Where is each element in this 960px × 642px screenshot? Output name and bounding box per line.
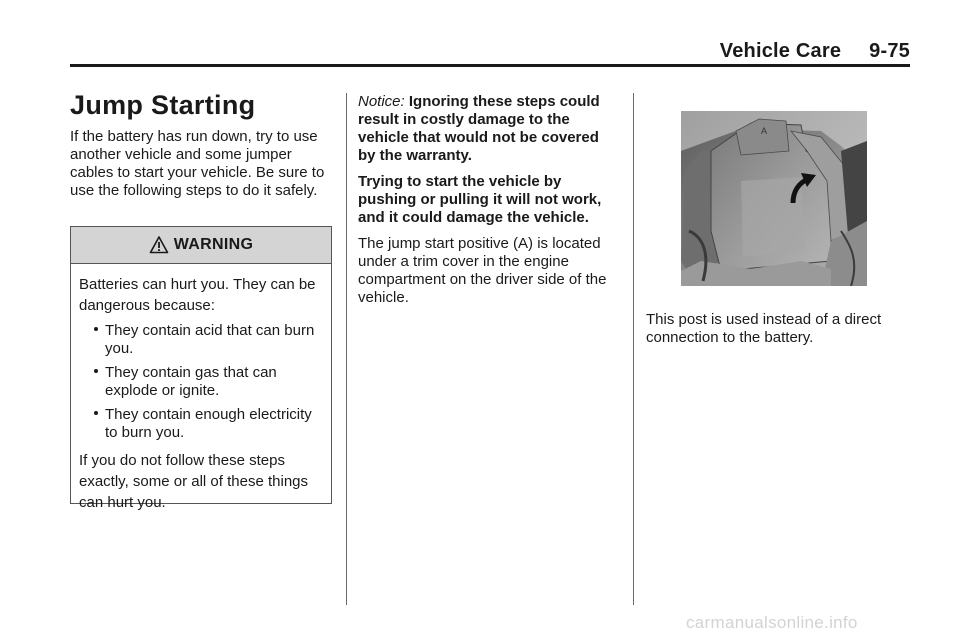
warning-bullet-text: They contain enough electricity to burn you. xyxy=(105,406,312,441)
warning-bullet xyxy=(105,406,321,442)
caption-text: This post is used instead of a direct connection to the battery. xyxy=(646,311,882,346)
bullet-dot xyxy=(94,327,98,331)
warning-bullet-list xyxy=(79,322,321,442)
page-number: 9-75 xyxy=(869,40,910,62)
intro-paragraph: If the battery has run down, try to use another vehicle and some jumper cables to start your vehicle. Be sure to use the following steps to do it safely. xyxy=(70,128,325,199)
notice-paragraph xyxy=(358,93,618,165)
bullet-dot xyxy=(94,411,98,415)
photo-caption xyxy=(646,311,916,347)
warning-closing: If you do not follow these steps exactly, some or all of these things can hurt you. xyxy=(79,452,308,511)
engine-photo-image xyxy=(681,111,867,286)
column-divider xyxy=(633,93,634,605)
notice-label: Notice: xyxy=(358,93,405,110)
warning-header xyxy=(71,227,331,264)
bullet-dot xyxy=(94,369,98,373)
photo-callout-label: A xyxy=(761,126,768,136)
warning-lead: Batteries can hurt you. They can be dangerous because: xyxy=(79,276,316,314)
location-paragraph: The jump start positive (A) is located under a trim cover in the engine compartment on the driver side of the vehicle. xyxy=(358,235,607,306)
column-divider xyxy=(346,93,347,605)
engine-compartment-photo xyxy=(681,111,867,286)
running-header xyxy=(720,40,910,63)
warning-bullet-text: They contain acid that can burn you. xyxy=(105,322,315,357)
warning-box xyxy=(70,226,332,511)
column-2 xyxy=(358,93,618,307)
warning-bullet xyxy=(105,322,321,358)
warning-body xyxy=(71,264,331,513)
watermark-text: carmanualsonline.info xyxy=(686,613,858,632)
warning-bullet-text: They contain gas that can explode or ignite. xyxy=(105,364,277,399)
warning-bullet xyxy=(105,364,321,400)
warning-title: WARNING xyxy=(173,236,254,253)
section-title: Vehicle Care xyxy=(719,40,842,62)
warning-icon xyxy=(149,235,169,255)
header-rule xyxy=(70,64,910,67)
column-1 xyxy=(70,88,335,200)
bold-paragraph: Trying to start the vehicle by pushing or pulling it will not work, and it could damage the vehicle. xyxy=(358,173,602,226)
notice-text: Ignoring these steps could result in costly damage to the vehicle that would not be covered by the warranty. xyxy=(358,93,600,164)
section-heading: Jump Starting xyxy=(70,90,256,120)
